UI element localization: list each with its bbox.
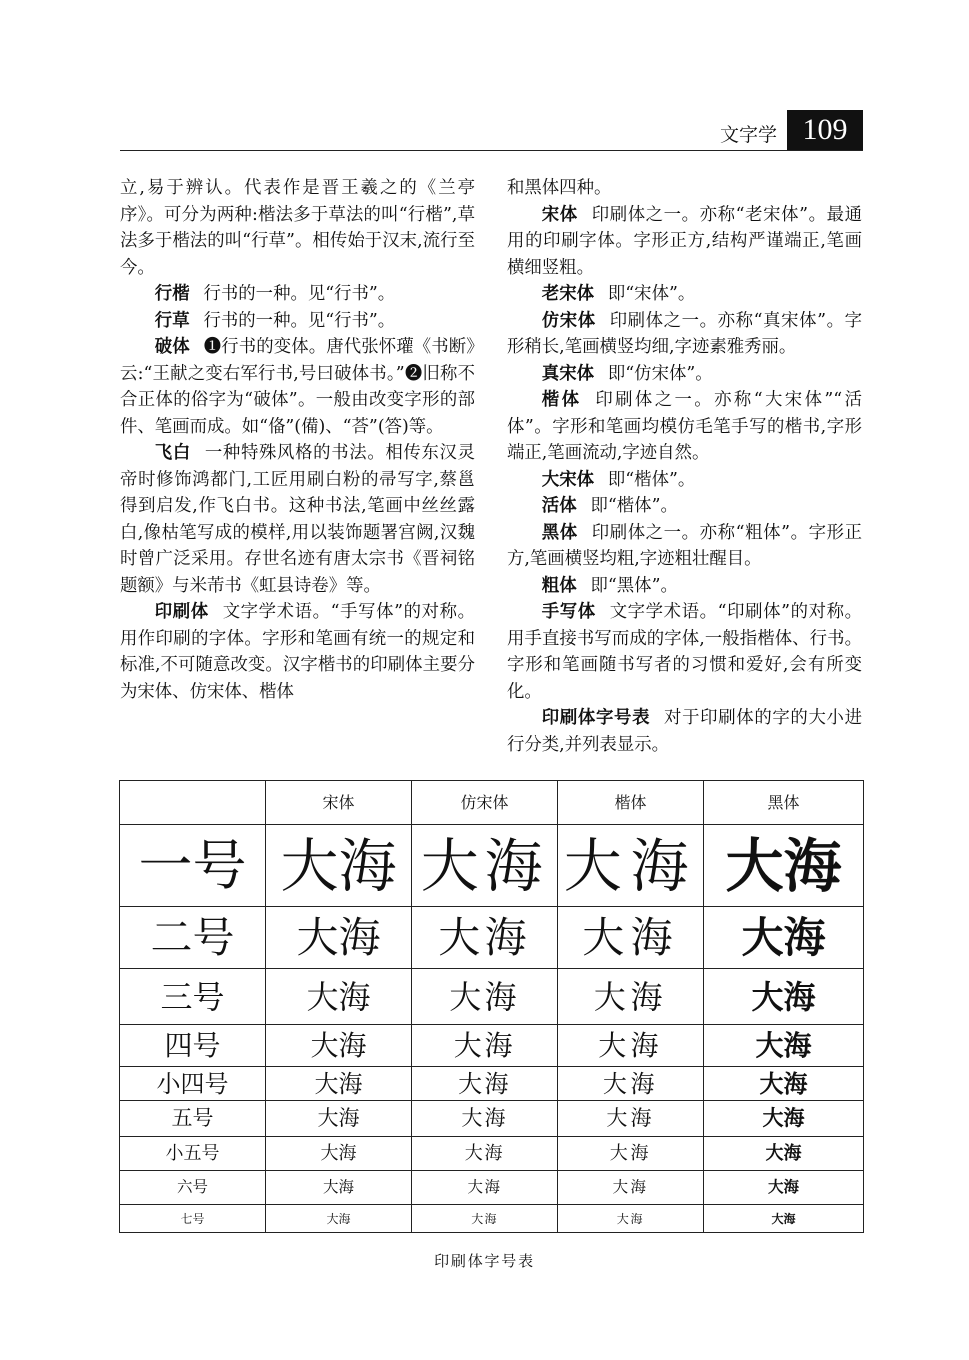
entry-text: 立,易于辨认。代表作是晋王羲之的《兰亭序》。可分为两种:楷法多于草法的叫“行楷”,草法多于楷法的叫“行草”。相传始于汉末,流行至今。 [120, 178, 475, 278]
sample-cell: 大海 [558, 1025, 704, 1067]
entry-text: 对于印刷体的字的大小进行分类,并列表显示。 [507, 708, 862, 755]
size-label: 三号 [120, 969, 266, 1025]
sample-cell: 大海 [266, 1171, 412, 1205]
sample-cell: 大海 [704, 825, 864, 907]
sample-cell: 大海 [412, 969, 558, 1025]
type-size-table [119, 780, 864, 1233]
entry-term: 老宋体 [541, 284, 594, 304]
running-header [120, 108, 863, 151]
entry-term: 宋体 [541, 204, 578, 225]
entry [120, 334, 475, 440]
entry [507, 599, 862, 705]
entry-term: 印刷体字号表 [541, 708, 651, 728]
sample-cell: 大海 [558, 969, 704, 1025]
sample-cell: 大海 [558, 1205, 704, 1233]
sample-cell: 大海 [412, 1101, 558, 1137]
entry [120, 308, 475, 335]
sample-cell: 大海 [412, 825, 558, 907]
column-header: 楷体 [558, 781, 704, 825]
column-header: 仿宋体 [412, 781, 558, 825]
entry [507, 493, 862, 520]
table-row [120, 907, 864, 969]
entry-text: ❶行书的变体。唐代张怀瓘《书断》云:“王献之变右军行书,号曰破体书。”❷旧称不合正体的俗字为“破体”。一般由改变字形的部件、笔画而成。如“俻”(備)、“荅”(答)等。 [120, 337, 475, 437]
size-label: 小四号 [120, 1067, 266, 1101]
entry [507, 361, 862, 388]
entry-text: 和黑体四种。 [507, 178, 612, 198]
entry [507, 202, 862, 282]
entry-text: 印刷体之一。亦称“老宋体”。最通用的印刷字体。字形正方,结构严谨端正,笔画横细竖粗。 [507, 204, 862, 278]
sample-cell: 大海 [558, 825, 704, 907]
page-number: 109 [787, 110, 863, 150]
entry-text: 文字学术语。“印刷体”的对称。用手直接书写而成的字体,一般指楷体、行书。字形和笔画随书写者的习惯和爱好,会有所变化。 [507, 602, 862, 702]
sample-cell: 大海 [412, 1171, 558, 1205]
entry-text: 印刷体之一。亦称“粗体”。字形正方,笔画横竖均粗,字迹粗壮醒目。 [507, 522, 862, 569]
section-name: 文字学 [719, 124, 777, 146]
table-row [120, 1025, 864, 1067]
entry-text: 行书的一种。见“行书”。 [203, 310, 396, 331]
entry [507, 467, 862, 494]
entry-continuation [507, 175, 862, 202]
sample-cell: 大海 [704, 1137, 864, 1171]
table-row [120, 1101, 864, 1137]
entry-text: 即“黑体”。 [590, 575, 678, 596]
size-label: 一号 [120, 825, 266, 907]
size-label: 小五号 [120, 1137, 266, 1171]
sample-cell: 大海 [704, 907, 864, 969]
entry-term: 印刷体 [154, 602, 209, 622]
entry [507, 387, 862, 467]
entry [507, 520, 862, 573]
entry-text: 印刷体之一。亦称“真宋体”。字形稍长,笔画横竖均细,字迹素雅秀丽。 [507, 310, 862, 357]
entry-text: 印刷体之一。亦称“大宋体”“活体”。字形和笔画均模仿毛笔手写的楷书,字形端正,笔画流动,字迹自然。 [507, 390, 862, 463]
right-column [507, 175, 862, 758]
entry-text: 即“宋体”。 [607, 284, 696, 304]
sample-cell: 大海 [266, 1205, 412, 1233]
entry-term: 粗体 [541, 575, 577, 596]
size-label: 四号 [120, 1025, 266, 1067]
entry-text: 即“仿宋体”。 [607, 363, 713, 384]
column-header: 黑体 [704, 781, 864, 825]
entry-term: 真宋体 [541, 363, 594, 384]
sample-cell: 大海 [704, 1101, 864, 1137]
table-row [120, 825, 864, 907]
sample-cell: 大海 [704, 1067, 864, 1101]
entry [507, 281, 862, 308]
sample-cell: 大海 [266, 1101, 412, 1137]
sample-cell: 大海 [412, 1137, 558, 1171]
entry [507, 705, 862, 758]
table-row [120, 1205, 864, 1233]
entry-term: 楷体 [541, 390, 582, 410]
table-row [120, 969, 864, 1025]
entry-term: 仿宋体 [541, 310, 596, 331]
entry-term: 破体 [154, 337, 190, 357]
entry [120, 599, 475, 705]
size-label: 五号 [120, 1101, 266, 1137]
sample-cell: 大海 [412, 1205, 558, 1233]
entry [120, 440, 475, 599]
entry-term: 行楷 [154, 284, 190, 304]
entry-text: 即“楷体”。 [607, 469, 696, 490]
entry [507, 308, 862, 361]
sample-cell: 大海 [558, 1137, 704, 1171]
table-corner-cell [120, 781, 266, 825]
sample-cell: 大海 [704, 969, 864, 1025]
table-row [120, 1171, 864, 1205]
entry-term: 大宋体 [541, 469, 594, 490]
size-label: 六号 [120, 1171, 266, 1205]
sample-cell: 大海 [558, 1171, 704, 1205]
sample-cell: 大海 [412, 1025, 558, 1067]
sample-cell: 大海 [266, 1067, 412, 1101]
entry-text: 即“楷体”。 [590, 496, 678, 516]
sample-cell: 大海 [266, 907, 412, 969]
column-header: 宋体 [266, 781, 412, 825]
sample-cell: 大海 [558, 1067, 704, 1101]
entry-term: 黑体 [541, 522, 578, 543]
table-row [120, 1067, 864, 1101]
table-row [120, 1137, 864, 1171]
entry-term: 飞白 [154, 443, 191, 463]
size-label: 七号 [120, 1205, 266, 1233]
entry-text: 行书的一种。见“行书”。 [203, 284, 396, 304]
entry [507, 573, 862, 600]
sample-cell: 大海 [704, 1205, 864, 1233]
sample-cell: 大海 [558, 907, 704, 969]
sample-cell: 大海 [266, 825, 412, 907]
table-caption: 印刷体字号表 [434, 1252, 535, 1270]
sample-cell: 大海 [704, 1025, 864, 1067]
sample-cell: 大海 [558, 1101, 704, 1137]
entry-continuation [120, 175, 475, 281]
sample-cell: 大海 [412, 907, 558, 969]
entry-text: 文字学术语。“手写体”的对称。用作印刷的字体。字形和笔画有统一的规定和标准,不可随意改变。汉字楷书的印刷体主要分为宋体、仿宋体、楷体 [120, 602, 475, 702]
entry-term: 行草 [154, 310, 190, 331]
sample-cell: 大海 [266, 1137, 412, 1171]
size-label: 二号 [120, 907, 266, 969]
entry-term: 手写体 [541, 602, 596, 622]
sample-cell: 大海 [412, 1067, 558, 1101]
table-header-row [120, 781, 864, 825]
entry-term: 活体 [541, 496, 577, 516]
sample-cell: 大海 [266, 969, 412, 1025]
sample-cell: 大海 [704, 1171, 864, 1205]
left-column [120, 175, 475, 705]
sample-cell: 大海 [266, 1025, 412, 1067]
entry-text: 一种特殊风格的书法。相传东汉灵帝时修饰鸿都门,工匠用刷白粉的帚写字,蔡邕得到启发,作飞白书。这种书法,笔画中丝丝露白,像枯笔写成的模样,用以装饰题署宫阙,汉魏时曾广泛采用。存世名迹有唐太宗书《晋祠铭题额》与米芾书《虹县诗卷》等。 [120, 443, 475, 596]
entry [120, 281, 475, 308]
